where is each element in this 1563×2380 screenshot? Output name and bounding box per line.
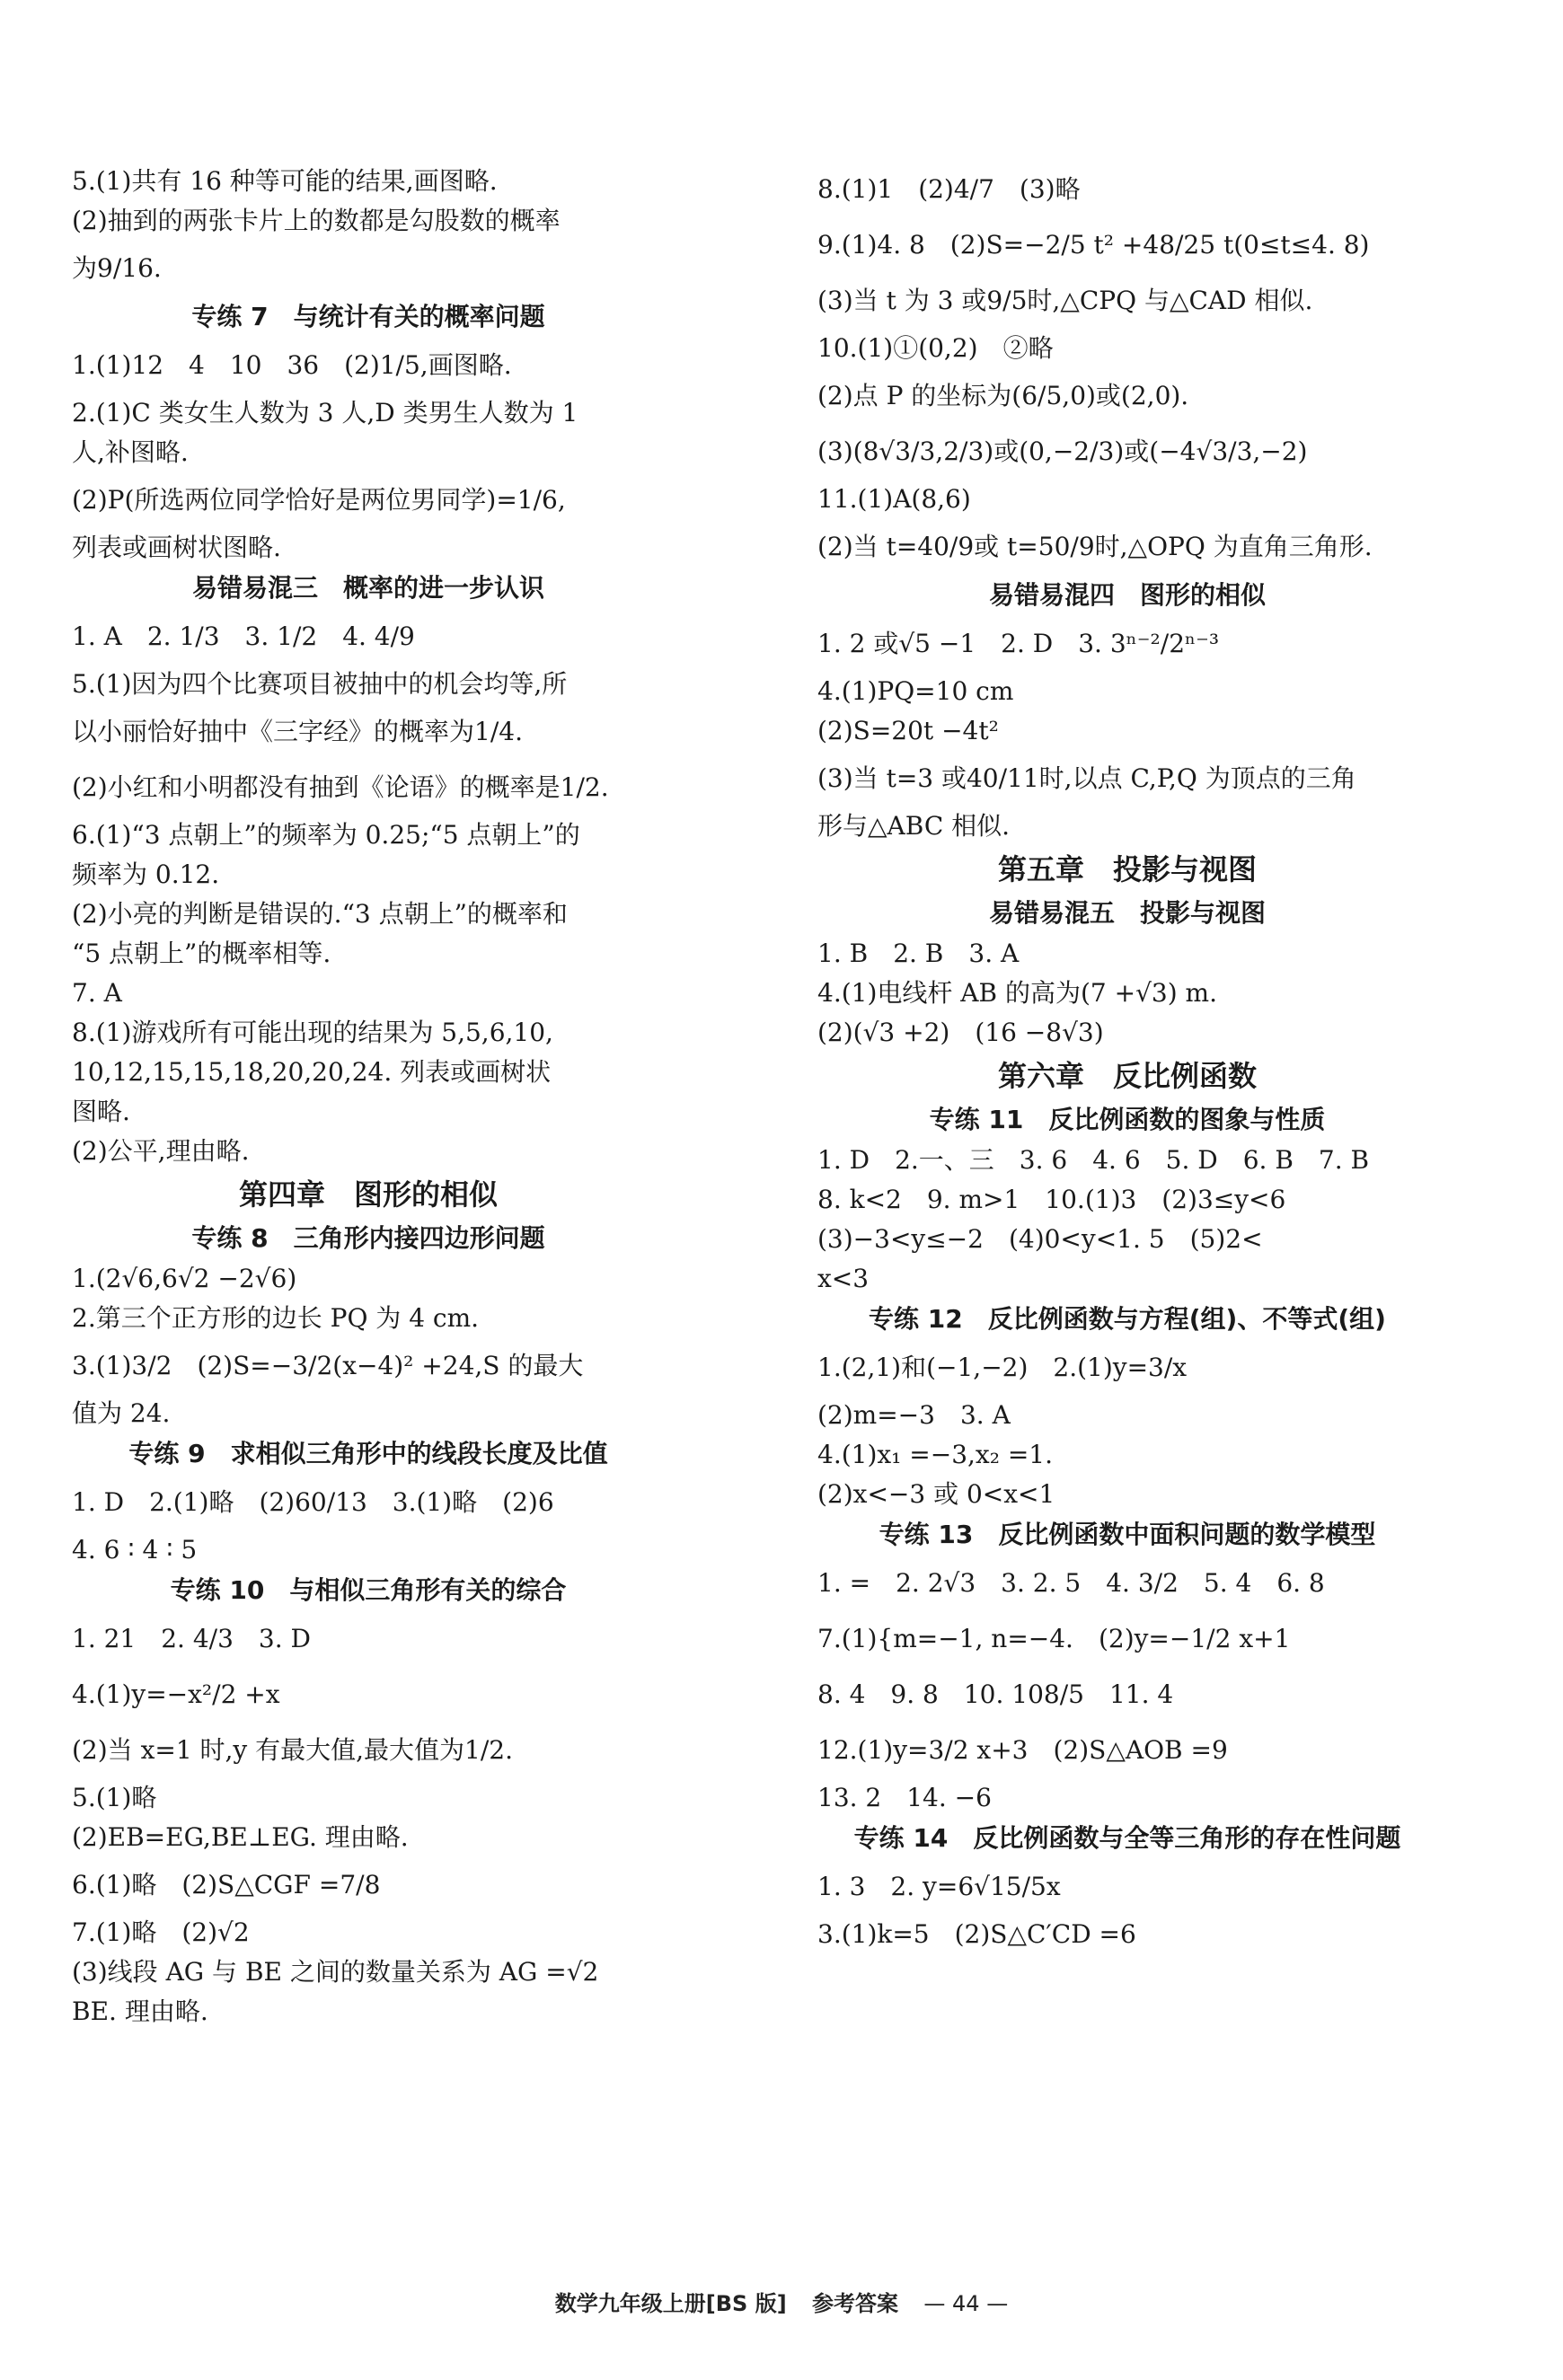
- answer-line: 4.(1)PQ=10 cm: [817, 676, 1014, 706]
- answer-line: (2)公平,理由略.: [72, 1136, 250, 1166]
- answer-line: 1. B 2. B 3. A: [817, 939, 1020, 968]
- section-heading: 专练 7 与统计有关的概率问题: [191, 302, 545, 331]
- answer-line: 13. 2 14. −6: [817, 1783, 992, 1812]
- right-column: [817, 162, 1437, 1954]
- answer-line: 7.(1){m=−1, n=−4. (2)y=−1/2 x+1: [817, 1624, 1291, 1653]
- answer-line: 6.(1)“3 点朝上”的频率为 0.25;“5 点朝上”的: [72, 820, 580, 850]
- answer-line: 9.(1)4. 8 (2)S=−2/5 t² +48/25 t(0≤t≤4. 8): [817, 230, 1370, 260]
- answer-line: 人,补图略.: [72, 437, 189, 467]
- answer-line: 形与△ABC 相似.: [817, 811, 1011, 841]
- answer-line: (2)小红和小明都没有抽到《论语》的概率是1/2.: [72, 772, 609, 802]
- left-column: [72, 162, 665, 2032]
- answer-line: (2)S=20t −4t²: [817, 716, 999, 745]
- answer-line: 4. 6 ∶ 4 ∶ 5: [72, 1535, 198, 1565]
- answer-line: 8.(1)1 (2)4/7 (3)略: [817, 174, 1081, 204]
- page-number: — 44 —: [923, 2291, 1009, 2316]
- answer-line: 4.(1)x₁ =−3,x₂ =1.: [817, 1440, 1054, 1469]
- section-heading: 专练 8 三角形内接四边形问题: [191, 1223, 545, 1253]
- answer-line: 1. 21 2. 4/3 3. D: [72, 1624, 311, 1653]
- answer-line: 4.(1)y=−x²/2 +x: [72, 1679, 280, 1709]
- answer-line: (2)P(所选两位同学恰好是两位男同学)=1/6,: [72, 485, 566, 515]
- answer-line: “5 点朝上”的概率相等.: [72, 939, 331, 968]
- answer-line: 1. A 2. 1/3 3. 1/2 4. 4/9: [72, 621, 415, 651]
- answer-line: 5.(1)略: [72, 1783, 157, 1812]
- section-heading: 易错易混三 概率的进一步认识: [191, 573, 544, 603]
- answer-line: 1.(2,1)和(−1,−2) 2.(1)y=3/x: [817, 1353, 1188, 1382]
- answer-line: 8.(1)游戏所有可能出现的结果为 5,5,6,10,: [72, 1018, 553, 1047]
- answer-line: 10,12,15,15,18,20,20,24. 列表或画树状: [72, 1057, 552, 1087]
- answer-line: (2)小亮的判断是错误的.“3 点朝上”的概率和: [72, 899, 568, 929]
- page-footer: [0, 2286, 1563, 2317]
- chapter-heading: 第六章 反比例函数: [997, 1059, 1257, 1093]
- answer-line: 1. D 2.一、三 3. 6 4. 6 5. D 6. B 7. B: [817, 1145, 1370, 1175]
- answer-line: BE. 理由略.: [72, 1997, 208, 2026]
- answer-line: 1. D 2.(1)略 (2)60/13 3.(1)略 (2)6: [72, 1487, 554, 1517]
- answer-line: (2)x<−3 或 0<x<1: [817, 1479, 1055, 1509]
- answer-line: 3.(1)k=5 (2)S△C′CD =6: [817, 1919, 1136, 1949]
- answer-line: 11.(1)A(8,6): [817, 484, 971, 514]
- answer-line: 1.(1)12 4 10 36 (2)1/5,画图略.: [72, 350, 512, 380]
- answer-line: 7. A: [72, 978, 122, 1008]
- answer-line: (2)点 P 的坐标为(6/5,0)或(2,0).: [817, 381, 1189, 410]
- answer-line: 12.(1)y=3/2 x+3 (2)S△AOB =9: [817, 1735, 1228, 1765]
- answer-line: (2)抽到的两张卡片上的数都是勾股数的概率: [72, 206, 561, 235]
- answer-line: 5.(1)因为四个比赛项目被抽中的机会均等,所: [72, 669, 568, 699]
- answer-line: (2)(√3 +2) (16 −8√3): [817, 1018, 1104, 1047]
- answer-line: 6.(1)略 (2)S△CGF =7/8: [72, 1870, 381, 1900]
- answer-line: 8. k<2 9. m>1 10.(1)3 (2)3≤y<6: [817, 1185, 1286, 1214]
- section-heading: 专练 14 反比例函数与全等三角形的存在性问题: [853, 1823, 1401, 1853]
- section-heading: 易错易混四 图形的相似: [988, 580, 1266, 610]
- answer-line: 列表或画树状图略.: [72, 533, 281, 562]
- answer-line: 7.(1)略 (2)√2: [72, 1917, 250, 1947]
- answer-line: 为9/16.: [72, 253, 162, 283]
- answer-line: 2.(1)C 类女生人数为 3 人,D 类男生人数为 1: [72, 398, 578, 428]
- answer-line: 8. 4 9. 8 10. 108/5 11. 4: [817, 1679, 1174, 1709]
- answer-line: (2)当 t=40/9或 t=50/9时,△OPQ 为直角三角形.: [817, 532, 1373, 561]
- chapter-heading: 第四章 图形的相似: [238, 1177, 498, 1212]
- answer-line: (3)(8√3/3,2/3)或(0,−2/3)或(−4√3/3,−2): [817, 436, 1308, 466]
- answer-line: 3.(1)3/2 (2)S=−3/2(x−4)² +24,S 的最大: [72, 1351, 584, 1380]
- section-heading: 专练 12 反比例函数与方程(组)、不等式(组): [869, 1304, 1386, 1334]
- answer-line: 1. = 2. 2√3 3. 2. 5 4. 3/2 5. 4 6. 8: [817, 1568, 1325, 1598]
- answer-line: 图略.: [72, 1097, 130, 1126]
- answer-line: (2)m=−3 3. A: [817, 1400, 1011, 1430]
- answer-line: (2)EB=EG,BE⊥EG. 理由略.: [72, 1822, 409, 1852]
- answer-line: 频率为 0.12.: [72, 859, 220, 889]
- answer-line: 值为 24.: [72, 1398, 171, 1428]
- section-heading: 专练 11 反比例函数的图象与性质: [929, 1105, 1326, 1134]
- answer-line: 1.(2√6,6√2 −2√6): [72, 1264, 297, 1293]
- book-title: 数学九年级上册[BS 版]: [554, 2291, 787, 2316]
- answer-line: (3)−3<y≤−2 (4)0<y<1. 5 (5)2<: [817, 1224, 1263, 1254]
- chapter-heading: 第五章 投影与视图: [997, 852, 1257, 886]
- answer-line: 1. 3 2. y=6√15/5x: [817, 1872, 1061, 1901]
- section-heading: 专练 9 求相似三角形中的线段长度及比值: [128, 1439, 608, 1468]
- answer-line: 5.(1)共有 16 种等可能的结果,画图略.: [72, 166, 498, 196]
- answer-line: 2.第三个正方形的边长 PQ 为 4 cm.: [72, 1303, 480, 1333]
- answer-line: (3)当 t 为 3 或9/5时,△CPQ 与△CAD 相似.: [817, 286, 1313, 315]
- answer-line: (3)线段 AG 与 BE 之间的数量关系为 AG =√2: [72, 1957, 599, 1987]
- answer-line: 4.(1)电线杆 AB 的高为(7 +√3) m.: [817, 978, 1218, 1008]
- section-heading: 易错易混五 投影与视图: [988, 898, 1266, 928]
- answer-line: 10.(1)①(0,2) ②略: [817, 333, 1054, 363]
- answer-line: 1. 2 或√5 −1 2. D 3. 3ⁿ⁻²/2ⁿ⁻³: [817, 629, 1220, 658]
- section-title: 参考答案: [812, 2291, 899, 2316]
- section-heading: 专练 13 反比例函数中面积问题的数学模型: [879, 1520, 1376, 1549]
- section-heading: 专练 10 与相似三角形有关的综合: [170, 1575, 567, 1605]
- answer-line: 以小丽恰好抽中《三字经》的概率为1/4.: [72, 717, 523, 746]
- answer-line: (2)当 x=1 时,y 有最大值,最大值为1/2.: [72, 1735, 514, 1765]
- answer-line: (3)当 t=3 或40/11时,以点 C,P,Q 为顶点的三角: [817, 763, 1356, 793]
- answer-line: x<3: [817, 1264, 870, 1293]
